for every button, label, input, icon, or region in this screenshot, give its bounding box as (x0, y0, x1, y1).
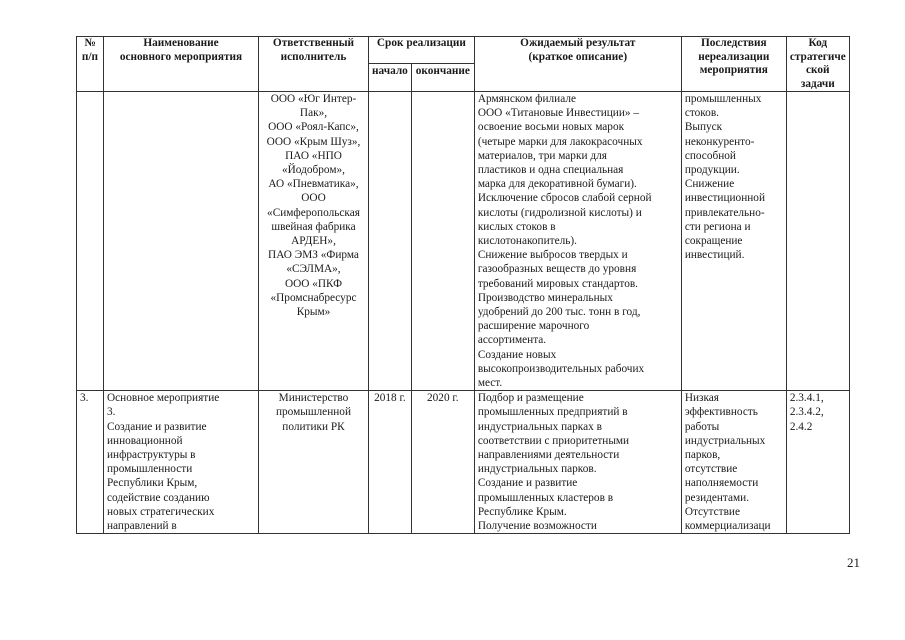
header-start: начало (369, 63, 412, 91)
measures-table (76, 36, 850, 534)
cell-measure-name: Основное мероприятие 3. Создание и развитие инновационной инфраструктуры в промышленности Республики Крым, содействие созданию новых стратегических направлений в (104, 391, 259, 534)
header-strategic-code: Код стратегиче ской задачи (786, 37, 849, 92)
header-measure-name: Наименование основного мероприятия (104, 37, 259, 92)
cell-consequences: промышленных стоков. Выпуск неконкуренто- способной продукции. Снижение инвестиционной привлекательно- сти региона и сокращение инвестиций. (681, 92, 786, 391)
cell-strategic-code (786, 92, 849, 391)
cell-expected-result: Подбор и размещение промышленных предприятий в индустриальных парках в соответствии с приоритетными направлениями деятельности индустриальных парков. Создание и развитие промышленных кластеров в Республике Крым. Получение возможности (474, 391, 681, 534)
header-row (77, 37, 850, 64)
cell-expected-result: Армянском филиале ООО «Титановые Инвестиции» – освоение восьми новых марок (четыре марки для лакокрасочных материалов, три марки для пластиков и одна специальная марка для декоративной бумаги). Исключение сбросов слабой серной кислоты (гидролизной кислоты) и кислых стоков в кислотонакопитель). Снижение выбросов твердых и газообразных веществ до уровня требований мировых стандартов. Производство минеральных удобрений до 200 тыс. тонн в год, расширение марочного ассортимента. Создание новых высокопроизводительных рабочих мест. (474, 92, 681, 391)
header-consequences: Последствия нереализации мероприятия (681, 37, 786, 92)
header-end: окончание (411, 63, 474, 91)
table-row (77, 391, 850, 534)
cell-end (411, 92, 474, 391)
table-row (77, 92, 850, 391)
header-number: № п/п (77, 37, 104, 92)
cell-start (369, 92, 412, 391)
cell-number: 3. (77, 391, 104, 534)
cell-responsible: Министерство промышленной политики РК (259, 391, 369, 534)
cell-start: 2018 г. (369, 391, 412, 534)
header-responsible: Ответственный исполнитель (259, 37, 369, 92)
page-number: 21 (847, 555, 860, 570)
cell-end: 2020 г. (411, 391, 474, 534)
cell-consequences: Низкая эффективность работы индустриальных парков, отсутствие наполняемости резидентами. Отсутствие коммерциализаци (681, 391, 786, 534)
header-period: Срок реализации (369, 37, 475, 64)
cell-number (77, 92, 104, 391)
cell-strategic-code: 2.3.4.1, 2.3.4.2, 2.4.2 (786, 391, 849, 534)
cell-responsible: ООО «Юг Интер- Пак», ООО «Роял-Капс», ООО «Крым Шуз», ПАО «НПО «Йодобром», АО «Пневматика», ООО «Симферопольская швейная фабрика АРДЕН», ПАО ЭМЗ «Фирма «СЭЛМА», ООО «ПКФ «Промснабресурс Крым» (259, 92, 369, 391)
cell-measure-name (104, 92, 259, 391)
header-expected-result: Ожидаемый результат (краткое описание) (474, 37, 681, 92)
